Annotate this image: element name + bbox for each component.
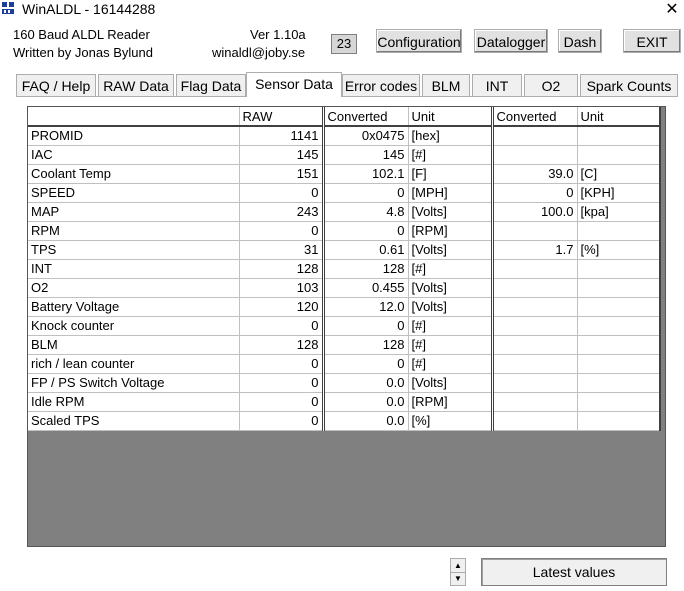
unit-cell: [#]: [408, 316, 492, 335]
tab-blm[interactable]: BLM: [422, 74, 470, 96]
converted-value-cell: 0: [323, 354, 408, 373]
sensor-grid[interactable]: [27, 106, 666, 547]
latest-values-box: Latest values: [481, 558, 667, 586]
converted-value-cell: 0.0: [323, 373, 408, 392]
converted-value-cell: 0.61: [323, 240, 408, 259]
app-icon: [1, 1, 15, 15]
converted-value-cell: 0.455: [323, 278, 408, 297]
close-icon[interactable]: ✕: [665, 1, 679, 18]
table-row: [28, 164, 660, 183]
raw-value-cell: 0: [239, 411, 323, 430]
unit-cell: [Volts]: [408, 240, 492, 259]
raw-value-cell: 145: [239, 145, 323, 164]
sensor-table: [28, 107, 661, 431]
unit-alt-cell: [%]: [577, 240, 660, 259]
raw-value-cell: 0: [239, 392, 323, 411]
table-row: [28, 411, 660, 430]
version-text: Ver 1.10a: [250, 27, 306, 42]
column-header-unit: Unit: [408, 107, 492, 126]
tab-int[interactable]: INT: [472, 74, 522, 96]
tab-error-codes[interactable]: Error codes: [342, 74, 420, 96]
converted-value-cell: 0: [323, 221, 408, 240]
email-text: winaldl@joby.se: [212, 45, 306, 60]
converted-value-cell: 0x0475: [323, 126, 408, 145]
unit-alt-cell: [577, 392, 660, 411]
tab-strip: [16, 72, 678, 96]
converted-alt-value-cell: [492, 392, 577, 411]
unit-alt-cell: [C]: [577, 164, 660, 183]
sensor-name-cell: FP / PS Switch Voltage: [28, 373, 239, 392]
unit-alt-cell: [kpa]: [577, 202, 660, 221]
unit-alt-cell: [577, 354, 660, 373]
title-bar: [0, 0, 684, 20]
converted-alt-value-cell: 100.0: [492, 202, 577, 221]
converted-value-cell: 0: [323, 316, 408, 335]
raw-value-cell: 243: [239, 202, 323, 221]
sensor-name-cell: RPM: [28, 221, 239, 240]
unit-alt-cell: [577, 259, 660, 278]
unit-cell: [RPM]: [408, 392, 492, 411]
sensor-name-cell: rich / lean counter: [28, 354, 239, 373]
unit-cell: [Volts]: [408, 373, 492, 392]
column-header-name: [28, 107, 239, 126]
unit-cell: [Volts]: [408, 278, 492, 297]
raw-value-cell: 0: [239, 183, 323, 202]
raw-value-cell: 120: [239, 297, 323, 316]
unit-alt-cell: [577, 316, 660, 335]
column-header-raw: RAW: [239, 107, 323, 126]
converted-alt-value-cell: [492, 335, 577, 354]
sensor-name-cell: TPS: [28, 240, 239, 259]
raw-value-cell: 151: [239, 164, 323, 183]
table-row: [28, 373, 660, 392]
unit-alt-cell: [577, 221, 660, 240]
sensor-name-cell: MAP: [28, 202, 239, 221]
packet-counter: 23: [331, 34, 357, 54]
table-row: [28, 316, 660, 335]
tab-spark-counts[interactable]: Spark Counts: [580, 74, 678, 96]
converted-alt-value-cell: [492, 297, 577, 316]
unit-cell: [#]: [408, 259, 492, 278]
table-row: [28, 183, 660, 202]
sensor-name-cell: Scaled TPS: [28, 411, 239, 430]
unit-cell: [%]: [408, 411, 492, 430]
unit-cell: [#]: [408, 145, 492, 164]
tab-o2[interactable]: O2: [524, 74, 578, 96]
tab-raw-data[interactable]: RAW Data: [98, 74, 174, 96]
unit-cell: [RPM]: [408, 221, 492, 240]
table-row: [28, 335, 660, 354]
table-row: [28, 202, 660, 221]
configuration-button[interactable]: Configuration: [376, 29, 462, 53]
unit-alt-cell: [577, 297, 660, 316]
converted-value-cell: 145: [323, 145, 408, 164]
sensor-name-cell: BLM: [28, 335, 239, 354]
window-title: WinALDL - 16144288: [22, 1, 156, 17]
table-row: [28, 221, 660, 240]
unit-alt-cell: [577, 373, 660, 392]
column-header-converted-alt: Converted: [492, 107, 577, 126]
table-row: [28, 126, 660, 145]
converted-value-cell: 0.0: [323, 411, 408, 430]
unit-alt-cell: [577, 335, 660, 354]
raw-value-cell: 128: [239, 335, 323, 354]
tab-sensor-data[interactable]: Sensor Data: [246, 72, 342, 97]
column-header-unit-alt: Unit: [577, 107, 660, 126]
tab-flag-data[interactable]: Flag Data: [176, 74, 246, 96]
unit-cell: [#]: [408, 335, 492, 354]
raw-value-cell: 0: [239, 221, 323, 240]
unit-alt-cell: [KPH]: [577, 183, 660, 202]
table-row: [28, 392, 660, 411]
converted-value-cell: 0.0: [323, 392, 408, 411]
sensor-name-cell: INT: [28, 259, 239, 278]
raw-value-cell: 128: [239, 259, 323, 278]
tab-faq-help[interactable]: FAQ / Help: [16, 74, 96, 96]
unit-alt-cell: [577, 278, 660, 297]
sensor-name-cell: Knock counter: [28, 316, 239, 335]
converted-alt-value-cell: [492, 411, 577, 430]
table-row: [28, 240, 660, 259]
converted-alt-value-cell: [492, 259, 577, 278]
sensor-name-cell: Battery Voltage: [28, 297, 239, 316]
app-name-text: 160 Baud ALDL Reader: [13, 27, 150, 42]
converted-alt-value-cell: [492, 316, 577, 335]
column-header-converted: Converted: [323, 107, 408, 126]
converted-value-cell: 102.1: [323, 164, 408, 183]
unit-cell: [F]: [408, 164, 492, 183]
converted-alt-value-cell: 39.0: [492, 164, 577, 183]
table-row: [28, 354, 660, 373]
converted-alt-value-cell: 0: [492, 183, 577, 202]
unit-alt-cell: [577, 126, 660, 145]
converted-value-cell: 128: [323, 335, 408, 354]
unit-cell: [Volts]: [408, 297, 492, 316]
converted-alt-value-cell: [492, 221, 577, 240]
table-row: [28, 297, 660, 316]
converted-value-cell: 12.0: [323, 297, 408, 316]
spin-up-arrow-icon[interactable]: ▲: [451, 559, 465, 573]
sensor-name-cell: IAC: [28, 145, 239, 164]
converted-alt-value-cell: [492, 373, 577, 392]
raw-value-cell: 0: [239, 354, 323, 373]
sensor-name-cell: SPEED: [28, 183, 239, 202]
converted-alt-value-cell: [492, 126, 577, 145]
raw-value-cell: 0: [239, 373, 323, 392]
history-spinner[interactable]: [450, 558, 466, 586]
converted-value-cell: 4.8: [323, 202, 408, 221]
exit-button[interactable]: EXIT: [623, 29, 681, 53]
dash-button[interactable]: Dash: [558, 29, 602, 53]
sensor-name-cell: O2: [28, 278, 239, 297]
table-row: [28, 259, 660, 278]
unit-cell: [hex]: [408, 126, 492, 145]
sensor-name-cell: Idle RPM: [28, 392, 239, 411]
unit-cell: [Volts]: [408, 202, 492, 221]
converted-value-cell: 128: [323, 259, 408, 278]
table-row: [28, 278, 660, 297]
converted-alt-value-cell: 1.7: [492, 240, 577, 259]
spin-down-arrow-icon[interactable]: ▼: [454, 574, 462, 583]
sensor-name-cell: Coolant Temp: [28, 164, 239, 183]
converted-alt-value-cell: [492, 145, 577, 164]
raw-value-cell: 0: [239, 316, 323, 335]
sensor-name-cell: PROMID: [28, 126, 239, 145]
unit-alt-cell: [577, 411, 660, 430]
raw-value-cell: 31: [239, 240, 323, 259]
unit-alt-cell: [577, 145, 660, 164]
datalogger-button[interactable]: Datalogger: [474, 29, 548, 53]
header-row: [28, 107, 660, 126]
converted-alt-value-cell: [492, 278, 577, 297]
raw-value-cell: 1141: [239, 126, 323, 145]
raw-value-cell: 103: [239, 278, 323, 297]
author-text: Written by Jonas Bylund: [13, 45, 153, 60]
table-row: [28, 145, 660, 164]
unit-cell: [MPH]: [408, 183, 492, 202]
converted-value-cell: 0: [323, 183, 408, 202]
converted-alt-value-cell: [492, 354, 577, 373]
unit-cell: [#]: [408, 354, 492, 373]
